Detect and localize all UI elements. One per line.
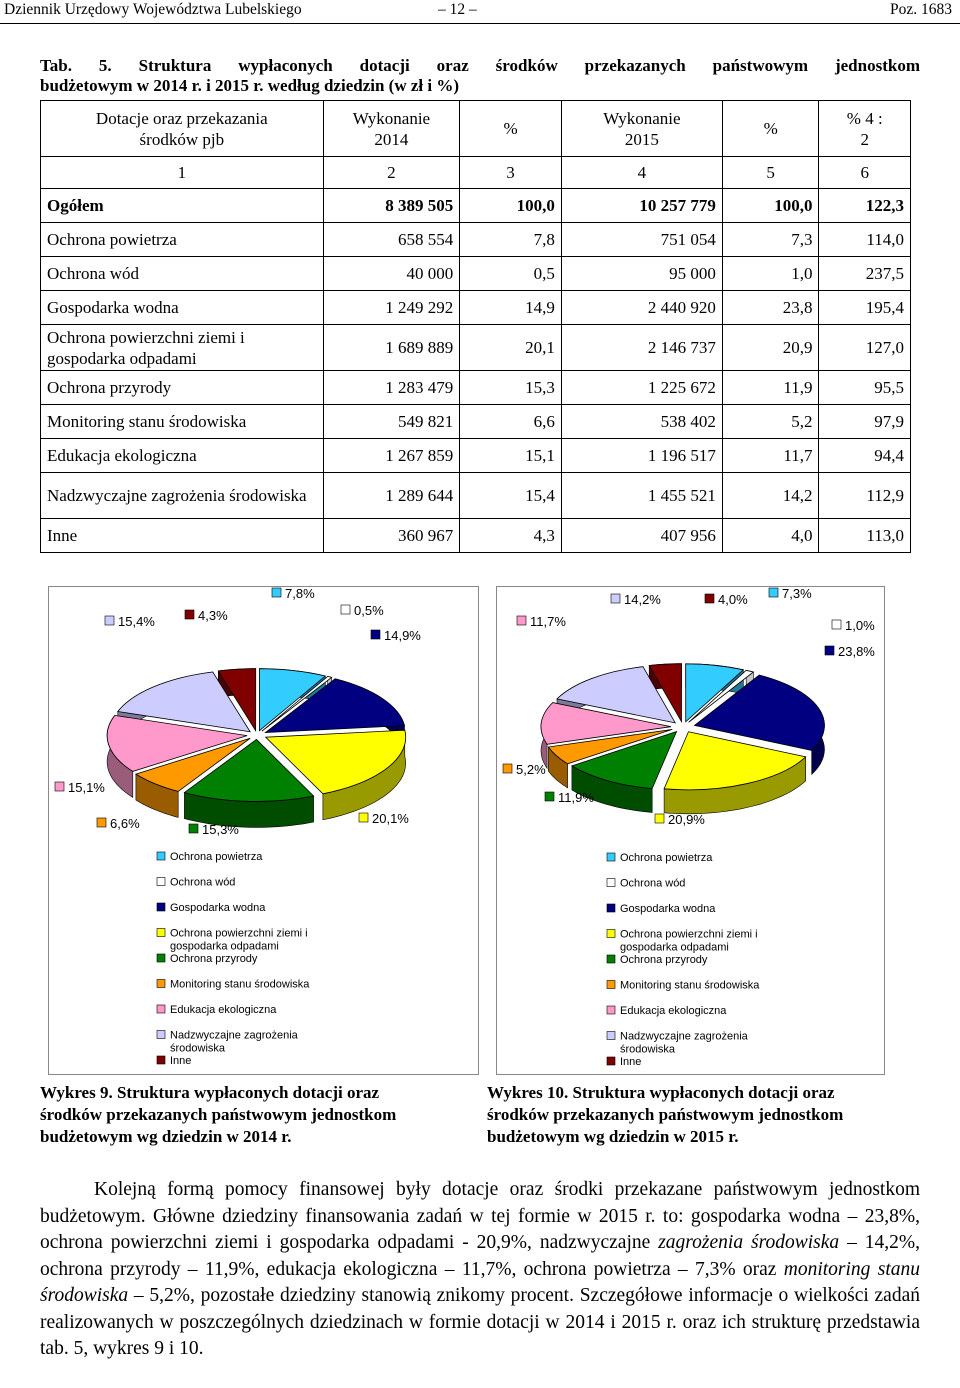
legend-label: środowiska [170, 1042, 226, 1055]
percent-2014: 15,1 [460, 439, 562, 473]
paragraph-emphasis: zagrożenia środowiska [658, 1232, 840, 1253]
caption-line: Wykres 9. Struktura wypłaconych dotacji oraz [40, 1083, 380, 1102]
paragraph-text: – 5,2%, pozostałe dziedziny stanowią znikomy procent. Szczegółowe informacje o wielkości zadań realizowanych w poszczególnych dziedzinach w formie dotacji w 2014 i 2015 r. oraz ich strukturę przedstawia tab. 5, wykres 9 i 10. [40, 1285, 920, 1359]
data-label-key [97, 818, 106, 827]
data-label-key [825, 646, 834, 655]
row-label: Monitoring stanu środowiska [41, 405, 324, 439]
data-label: 4,0% [718, 592, 748, 607]
value-2015: 407 956 [561, 519, 722, 553]
table-row [41, 189, 911, 223]
table-index-row [41, 157, 911, 189]
data-label-key [832, 620, 841, 629]
percent-2015: 5,2 [722, 405, 819, 439]
legend-label: Monitoring stanu środowiska [620, 979, 760, 992]
ratio-value: 113,0 [819, 519, 911, 553]
percent-2015: 20,9 [722, 325, 819, 371]
ratio-value: 97,9 [819, 405, 911, 439]
legend-label: Nadzwyczajne zagrożenia [620, 1030, 748, 1043]
index-cell: 1 [41, 157, 324, 189]
percent-2014: 20,1 [460, 325, 562, 371]
row-label: Edukacja ekologiczna [41, 439, 324, 473]
percent-2015: 1,0 [722, 257, 819, 291]
data-label: 4,3% [198, 608, 228, 623]
legend-swatch [607, 930, 615, 938]
value-2015: 2 146 737 [561, 325, 722, 371]
data-label-key [341, 605, 350, 614]
legend-label: Edukacja ekologiczna [170, 1004, 277, 1016]
legend-label: Ochrona powietrza [620, 852, 713, 864]
ratio-value: 114,0 [819, 223, 911, 257]
legend-label: Ochrona powierzchni ziemi i [170, 927, 308, 940]
ratio-value: 195,4 [819, 291, 911, 325]
percent-2015: 14,2 [722, 473, 819, 519]
caption-chart-2014 [40, 1082, 396, 1148]
value-2015: 2 440 920 [561, 291, 722, 325]
index-cell: 6 [819, 157, 911, 189]
value-2014: 1 689 889 [323, 325, 460, 371]
value-2015: 95 000 [561, 257, 722, 291]
percent-2014: 6,6 [460, 405, 562, 439]
legend-label: Ochrona powietrza [170, 851, 263, 863]
legend-swatch [157, 954, 165, 962]
value-2014: 1 267 859 [323, 439, 460, 473]
legend-swatch [157, 852, 165, 860]
table-row [41, 439, 911, 473]
table-title-line2: budżetowym w 2014 r. i 2015 r. według dziedzin (w zł i %) [40, 76, 460, 95]
paragraph-text: Kolejną formą pomocy finansowej były dotacje oraz środki przekazane państwowym jednostkom budżetowym. Główne dziedziny finansowania zadań w tej formie w 2015 r. to: gospodarka wodna – 23,8%, ochrona powierzchni ziemi i gospodarka odpadami - 20,9%, nadzwyczajne [40, 1179, 920, 1253]
table-row [41, 257, 911, 291]
data-label: 7,8% [285, 587, 315, 601]
data-label: 15,3% [202, 822, 239, 837]
value-2015: 538 402 [561, 405, 722, 439]
legend-swatch [157, 903, 165, 911]
data-label: 11,7% [530, 614, 566, 629]
legend-swatch [157, 1056, 165, 1064]
col-header-pct-2015: % [722, 101, 819, 157]
legend-swatch [607, 904, 615, 912]
legend-swatch [157, 1031, 165, 1039]
legend-swatch [157, 980, 165, 988]
legend-label: środowiska [620, 1043, 676, 1056]
index-cell: 5 [722, 157, 819, 189]
row-label: Ochrona przyrody [41, 371, 324, 405]
data-label-key [611, 594, 620, 603]
value-2014: 658 554 [323, 223, 460, 257]
row-label: Ochrona wód [41, 257, 324, 291]
percent-2014: 7,8 [460, 223, 562, 257]
legend-label: Ochrona przyrody [620, 954, 708, 966]
value-2014: 549 821 [323, 405, 460, 439]
row-label: Nadzwyczajne zagrożenia środowiska [41, 473, 324, 519]
table-row [41, 371, 911, 405]
percent-2014: 4,3 [460, 519, 562, 553]
value-2014: 360 967 [323, 519, 460, 553]
legend-label: Ochrona wód [170, 876, 236, 889]
pie-chart-2014 [48, 586, 479, 1075]
legend-label: Inne [620, 1056, 642, 1068]
data-label-key [272, 588, 281, 597]
legend-swatch [607, 1057, 615, 1065]
ratio-value: 237,5 [819, 257, 911, 291]
paragraph-emphasis: monitoring stanu środowiska [40, 1258, 920, 1306]
value-2015: 1 196 517 [561, 439, 722, 473]
caption-line: środków przekazanych państwowym jednostkom [40, 1105, 397, 1124]
value-2015: 10 257 779 [561, 189, 722, 223]
percent-2015: 11,9 [722, 371, 819, 405]
table-row [41, 519, 911, 553]
row-label: Ochrona powierzchni ziemi i gospodarka odpadami [41, 325, 324, 371]
table-row [41, 473, 911, 519]
value-2015: 751 054 [561, 223, 722, 257]
data-label: 20,1% [372, 811, 409, 826]
header-divider [0, 23, 960, 24]
legend-swatch [607, 955, 615, 963]
col-header-pct-2014: % [460, 101, 562, 157]
data-label-key [185, 610, 194, 619]
legend-label: gospodarka odpadami [170, 940, 279, 953]
data-label: 6,6% [110, 816, 140, 831]
value-2015: 1 225 672 [561, 371, 722, 405]
legend-label: Monitoring stanu środowiska [170, 978, 310, 991]
col-header-ratio: % 4 : 2 [819, 101, 911, 157]
percent-2015: 23,8 [722, 291, 819, 325]
legend-swatch [607, 981, 615, 989]
data-label: 14,2% [624, 592, 661, 607]
percent-2015: 7,3 [722, 223, 819, 257]
data-label-key [503, 764, 512, 773]
ratio-value: 127,0 [819, 325, 911, 371]
pie-chart-2014-svg [49, 587, 478, 1074]
index-cell: 2 [323, 157, 460, 189]
percent-2014: 100,0 [460, 189, 562, 223]
legend-swatch [607, 853, 615, 861]
percent-2014: 15,4 [460, 473, 562, 519]
paragraph-text: – 14,2%, ochrona przyrody – 11,9%, edukacja ekologiczna – 11,7%, ochrona powietrza – 7,3% oraz [40, 1232, 920, 1280]
data-label: 14,9% [384, 628, 421, 643]
row-label: Inne [41, 519, 324, 553]
pie-chart-2015 [496, 586, 885, 1075]
ratio-value: 94,4 [819, 439, 911, 473]
caption-line: środków przekazanych państwowym jednostkom [487, 1105, 844, 1124]
data-label-key [189, 824, 198, 833]
data-table [40, 100, 911, 553]
legend-swatch [157, 878, 165, 886]
percent-2015: 11,7 [722, 439, 819, 473]
legend-label: Ochrona wód [620, 877, 686, 890]
data-label-key [769, 588, 778, 597]
data-label: 15,1% [68, 780, 105, 795]
page-number: – 12 – [438, 1, 477, 18]
row-label: Ochrona powietrza [41, 223, 324, 257]
data-label: 23,8% [838, 644, 875, 659]
col-header-2014: Wykonanie 2014 [323, 101, 460, 157]
index-cell: 3 [460, 157, 562, 189]
data-label: 7,3% [782, 587, 812, 601]
data-label-key [517, 616, 526, 625]
index-cell: 4 [561, 157, 722, 189]
legend-swatch [607, 879, 615, 887]
value-2014: 40 000 [323, 257, 460, 291]
value-2014: 1 283 479 [323, 371, 460, 405]
pie-chart-2015-svg [497, 587, 884, 1074]
value-2014: 8 389 505 [323, 189, 460, 223]
caption-chart-2015 [487, 1082, 843, 1148]
legend-swatch [157, 1005, 165, 1013]
data-label: 5,2% [516, 762, 546, 777]
row-label: Gospodarka wodna [41, 291, 324, 325]
row-label: Ogółem [41, 189, 324, 223]
caption-line: budżetowym wg dziedzin w 2015 r. [487, 1127, 739, 1146]
legend-label: Inne [170, 1055, 192, 1067]
table-row [41, 405, 911, 439]
data-label-key [371, 630, 380, 639]
legend-label: Ochrona przyrody [170, 953, 258, 965]
value-2014: 1 289 644 [323, 473, 460, 519]
ratio-value: 95,5 [819, 371, 911, 405]
ratio-value: 122,3 [819, 189, 911, 223]
data-label: 11,9% [558, 790, 594, 805]
caption-line: budżetowym wg dziedzin w 2014 r. [40, 1127, 292, 1146]
legend-label: Edukacja ekologiczna [620, 1005, 727, 1017]
col-header-category: Dotacje oraz przekazania środków pjb [41, 101, 324, 157]
data-label-key [105, 616, 114, 625]
caption-line: Wykres 10. Struktura wypłaconych dotacji oraz [487, 1083, 835, 1102]
table-row [41, 223, 911, 257]
table-row [41, 325, 911, 371]
value-2014: 1 249 292 [323, 291, 460, 325]
data-label-key [705, 594, 714, 603]
value-2015: 1 455 521 [561, 473, 722, 519]
percent-2015: 100,0 [722, 189, 819, 223]
percent-2015: 4,0 [722, 519, 819, 553]
body-paragraph [40, 1177, 920, 1363]
data-label: 1,0% [845, 618, 875, 633]
data-label-key [55, 782, 64, 791]
legend-label: gospodarka odpadami [620, 941, 729, 954]
legend-swatch [157, 929, 165, 937]
col-header-2015: Wykonanie 2015 [561, 101, 722, 157]
percent-2014: 0,5 [460, 257, 562, 291]
table-title-line1: Tab. 5. Struktura wypłaconych dotacji oraz środków przekazanych państwowym jednostkom [40, 56, 920, 75]
data-label-key [545, 792, 554, 801]
legend-label: Gospodarka wodna [620, 903, 716, 915]
journal-title: Dziennik Urzędowy Województwa Lubelskiego [4, 1, 302, 18]
percent-2014: 15,3 [460, 371, 562, 405]
percent-2014: 14,9 [460, 291, 562, 325]
page-header [0, 0, 960, 22]
legend-swatch [607, 1006, 615, 1014]
legend-label: Gospodarka wodna [170, 902, 266, 914]
position-number: Poz. 1683 [890, 1, 952, 18]
data-label: 20,9% [668, 812, 705, 827]
data-label-key [359, 813, 368, 822]
data-label: 0,5% [354, 603, 384, 618]
ratio-value: 112,9 [819, 473, 911, 519]
data-label: 15,4% [118, 614, 155, 629]
legend-swatch [607, 1032, 615, 1040]
table-row [41, 291, 911, 325]
data-label-key [655, 814, 664, 823]
table-header-row [41, 101, 911, 157]
legend-label: Nadzwyczajne zagrożenia [170, 1029, 298, 1042]
legend-label: Ochrona powierzchni ziemi i [620, 928, 758, 941]
